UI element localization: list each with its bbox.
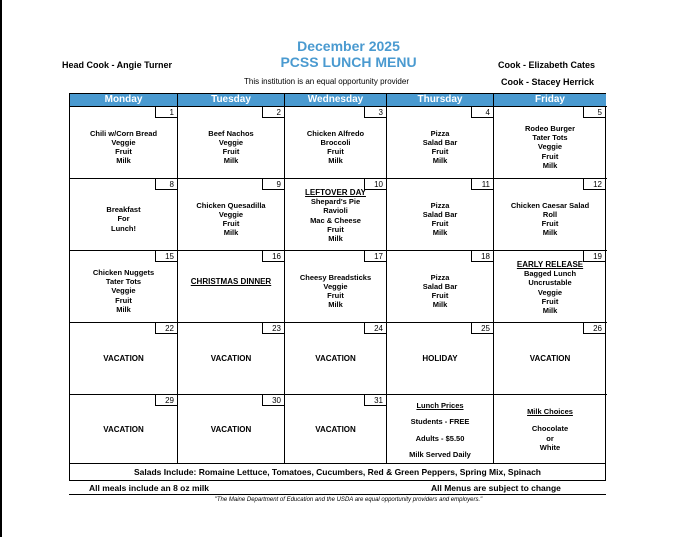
day-number: 23 — [262, 323, 284, 334]
day-number: 31 — [364, 395, 386, 406]
menu-item: Salad Bar — [422, 137, 458, 147]
day-number: 17 — [364, 251, 386, 262]
menu-item: Milk — [116, 156, 131, 166]
menu-cell — [494, 260, 606, 322]
day-number: 12 — [583, 179, 605, 190]
day-number: 29 — [155, 395, 177, 406]
menu-item: Milk — [116, 304, 131, 314]
student-price: Students - FREE — [410, 417, 470, 427]
menu-item: Fruit — [327, 147, 344, 156]
menu-item: Milk — [328, 300, 343, 310]
menu-item: Veggie — [111, 286, 136, 296]
menu-item: Tater Tots — [532, 133, 568, 143]
menu-item: Chicken Caesar Salad — [510, 200, 590, 210]
menu-cell — [494, 323, 606, 394]
day-number: 26 — [583, 323, 605, 334]
page-edge — [0, 0, 2, 537]
day-number: 10 — [364, 179, 386, 190]
milk-note: Milk Served Daily — [409, 450, 471, 460]
menu-item: Chili w/Corn Bread — [89, 128, 158, 138]
menu-item: Milk — [542, 228, 558, 238]
day-number: 30 — [262, 395, 284, 406]
menu-change-note: All Menus are subject to change — [431, 483, 561, 493]
menu-item: Fruit — [115, 295, 132, 305]
menu-cell — [285, 260, 386, 322]
lunch-prices-cell — [387, 395, 493, 464]
menu-cell — [70, 188, 177, 250]
day-number: 5 — [583, 107, 605, 118]
menu-item: Pizza — [430, 200, 450, 210]
menu-cell — [178, 395, 284, 464]
menu-item: Veggie — [537, 287, 563, 297]
menu-cell — [387, 188, 493, 250]
menu-cell — [178, 116, 284, 178]
menu-item: Milk — [223, 228, 239, 238]
menu-item: VACATION — [103, 353, 144, 363]
day-number: 16 — [262, 251, 284, 262]
day-number: 15 — [155, 251, 177, 262]
menu-item: Shepard's Pie — [310, 197, 361, 207]
menu-item: Fruit — [541, 296, 559, 306]
menu-item: Milk — [542, 160, 558, 170]
day-header-tuesday: Tuesday — [178, 94, 284, 106]
milk-choices-heading: Milk Choices — [527, 407, 573, 417]
menu-item: Breakfast — [106, 205, 141, 215]
menu-item: Veggie — [323, 281, 348, 291]
menu-item: VACATION — [315, 424, 356, 434]
menu-item: Milk — [223, 156, 239, 166]
adult-price: Adults - $5.50 — [415, 433, 465, 443]
menu-item: VACATION — [210, 353, 252, 363]
menu-title: PCSS LUNCH MENU — [280, 54, 417, 70]
menu-item: Pizza — [430, 128, 450, 138]
menu-item: Beef Nachos — [208, 128, 254, 138]
menu-item: Milk — [328, 234, 343, 244]
grid-line — [70, 250, 607, 251]
menu-item: Salad Bar — [422, 209, 458, 219]
menu-item: Tater Tots — [105, 277, 142, 287]
menu-item: Fruit — [431, 219, 449, 228]
menu-cell — [387, 260, 493, 322]
menu-item: Uncrustable — [528, 278, 572, 288]
menu-cell — [178, 188, 284, 250]
milk-option: White — [539, 442, 561, 452]
menu-item: VACATION — [210, 424, 252, 434]
menu-item: Veggie — [218, 209, 244, 219]
day-number: 22 — [155, 323, 177, 334]
day-number: 3 — [364, 107, 386, 118]
menu-cell — [285, 188, 386, 250]
grid-line — [70, 106, 607, 107]
menu-item: Veggie — [111, 137, 136, 147]
day-number: 4 — [471, 107, 493, 118]
milk-option: Chocolate — [531, 424, 569, 434]
menu-item: Fruit — [222, 147, 240, 156]
cook-1: Cook - Elizabeth Cates — [498, 60, 596, 70]
footer-row — [69, 481, 606, 495]
menu-item: Broccoli — [320, 137, 351, 147]
day-number: 11 — [471, 179, 493, 190]
menu-item-heading: LEFTOVER DAY — [305, 188, 366, 197]
calendar-grid — [69, 93, 606, 464]
menu-item: Roll — [542, 209, 558, 219]
menu-item: Rodeo Burger — [524, 123, 575, 133]
menu-item: Mac & Cheese — [310, 215, 361, 225]
grid-line — [70, 178, 607, 179]
day-number: 24 — [364, 323, 386, 334]
menu-item: Fruit — [541, 219, 559, 228]
menu-item: Ravioli — [323, 206, 348, 216]
menu-item: VACATION — [529, 353, 571, 363]
menu-cell — [70, 395, 177, 464]
day-header-friday: Friday — [494, 94, 606, 106]
menu-item: Lunch! — [111, 223, 136, 233]
menu-item: Fruit — [431, 147, 449, 156]
menu-cell — [70, 323, 177, 394]
menu-cell — [494, 188, 606, 250]
day-number: 9 — [262, 179, 284, 190]
equal-opportunity-text: This institution is an equal opportunity provider — [244, 77, 409, 86]
menu-item: Chicken Quesadilla — [196, 200, 266, 210]
menu-item: VACATION — [103, 424, 144, 434]
menu-cell — [387, 323, 493, 394]
menu-cell — [285, 395, 386, 464]
menu-item: Pizza — [430, 272, 450, 282]
milk-option: or — [546, 433, 554, 443]
menu-month: December 2025 — [297, 38, 400, 54]
menu-item: Chicken Nuggets — [92, 267, 155, 277]
menu-cell — [70, 260, 177, 322]
menu-item: Chicken Alfredo — [306, 128, 365, 138]
menu-item: For — [117, 214, 130, 224]
menu-cell — [285, 116, 386, 178]
day-number: 18 — [471, 251, 493, 262]
menu-item: Veggie — [537, 142, 563, 152]
menu-item: Fruit — [431, 291, 449, 300]
menu-item: Fruit — [327, 224, 344, 234]
menu-item: Milk — [542, 306, 558, 316]
menu-item: Milk — [328, 156, 343, 166]
day-number: 25 — [471, 323, 493, 334]
menu-item: Cheesy Breadsticks — [299, 272, 372, 282]
day-number: 8 — [155, 179, 177, 190]
menu-item: Veggie — [218, 137, 244, 147]
menu-item-heading: CHRISTMAS DINNER — [190, 277, 272, 286]
menu-cell — [178, 260, 284, 322]
menu-item: Milk — [432, 156, 448, 166]
menu-item: Bagged Lunch — [523, 269, 577, 279]
milk-included-note: All meals include an 8 oz milk — [89, 483, 209, 493]
menu-item: Milk — [432, 228, 448, 238]
menu-cell — [178, 323, 284, 394]
usda-note: "The Maine Department of Education and the USDA are equal opportunity providers and employers." — [214, 497, 483, 503]
head-cook: Head Cook - Angie Turner — [62, 60, 173, 70]
milk-choices-cell — [494, 395, 606, 464]
menu-item-heading: EARLY RELEASE — [516, 260, 584, 269]
day-number: 19 — [583, 251, 605, 262]
menu-cell — [70, 116, 177, 178]
menu-item: Fruit — [327, 291, 344, 300]
salads-note: Salads Include: Romaine Lettuce, Tomatoes, Cucumbers, Red & Green Peppers, Spring Mix, Spinach — [69, 464, 606, 481]
menu-item: Milk — [432, 300, 448, 310]
day-number: 1 — [155, 107, 177, 118]
day-header-wednesday: Wednesday — [285, 94, 386, 106]
lunch-prices-heading: Lunch Prices — [416, 400, 464, 410]
cook-2: Cook - Stacey Herrick — [501, 77, 595, 87]
menu-cell — [285, 323, 386, 394]
menu-item: HOLIDAY — [422, 353, 458, 363]
menu-cell — [387, 116, 493, 178]
menu-item: Fruit — [115, 147, 132, 156]
day-header-thursday: Thursday — [387, 94, 493, 106]
menu-item: VACATION — [315, 353, 356, 363]
menu-cell — [494, 116, 606, 178]
day-number: 2 — [262, 107, 284, 118]
day-header-monday: Monday — [70, 94, 177, 106]
menu-item: Fruit — [222, 219, 240, 228]
menu-item: Fruit — [541, 151, 559, 161]
menu-item: Salad Bar — [422, 281, 458, 291]
